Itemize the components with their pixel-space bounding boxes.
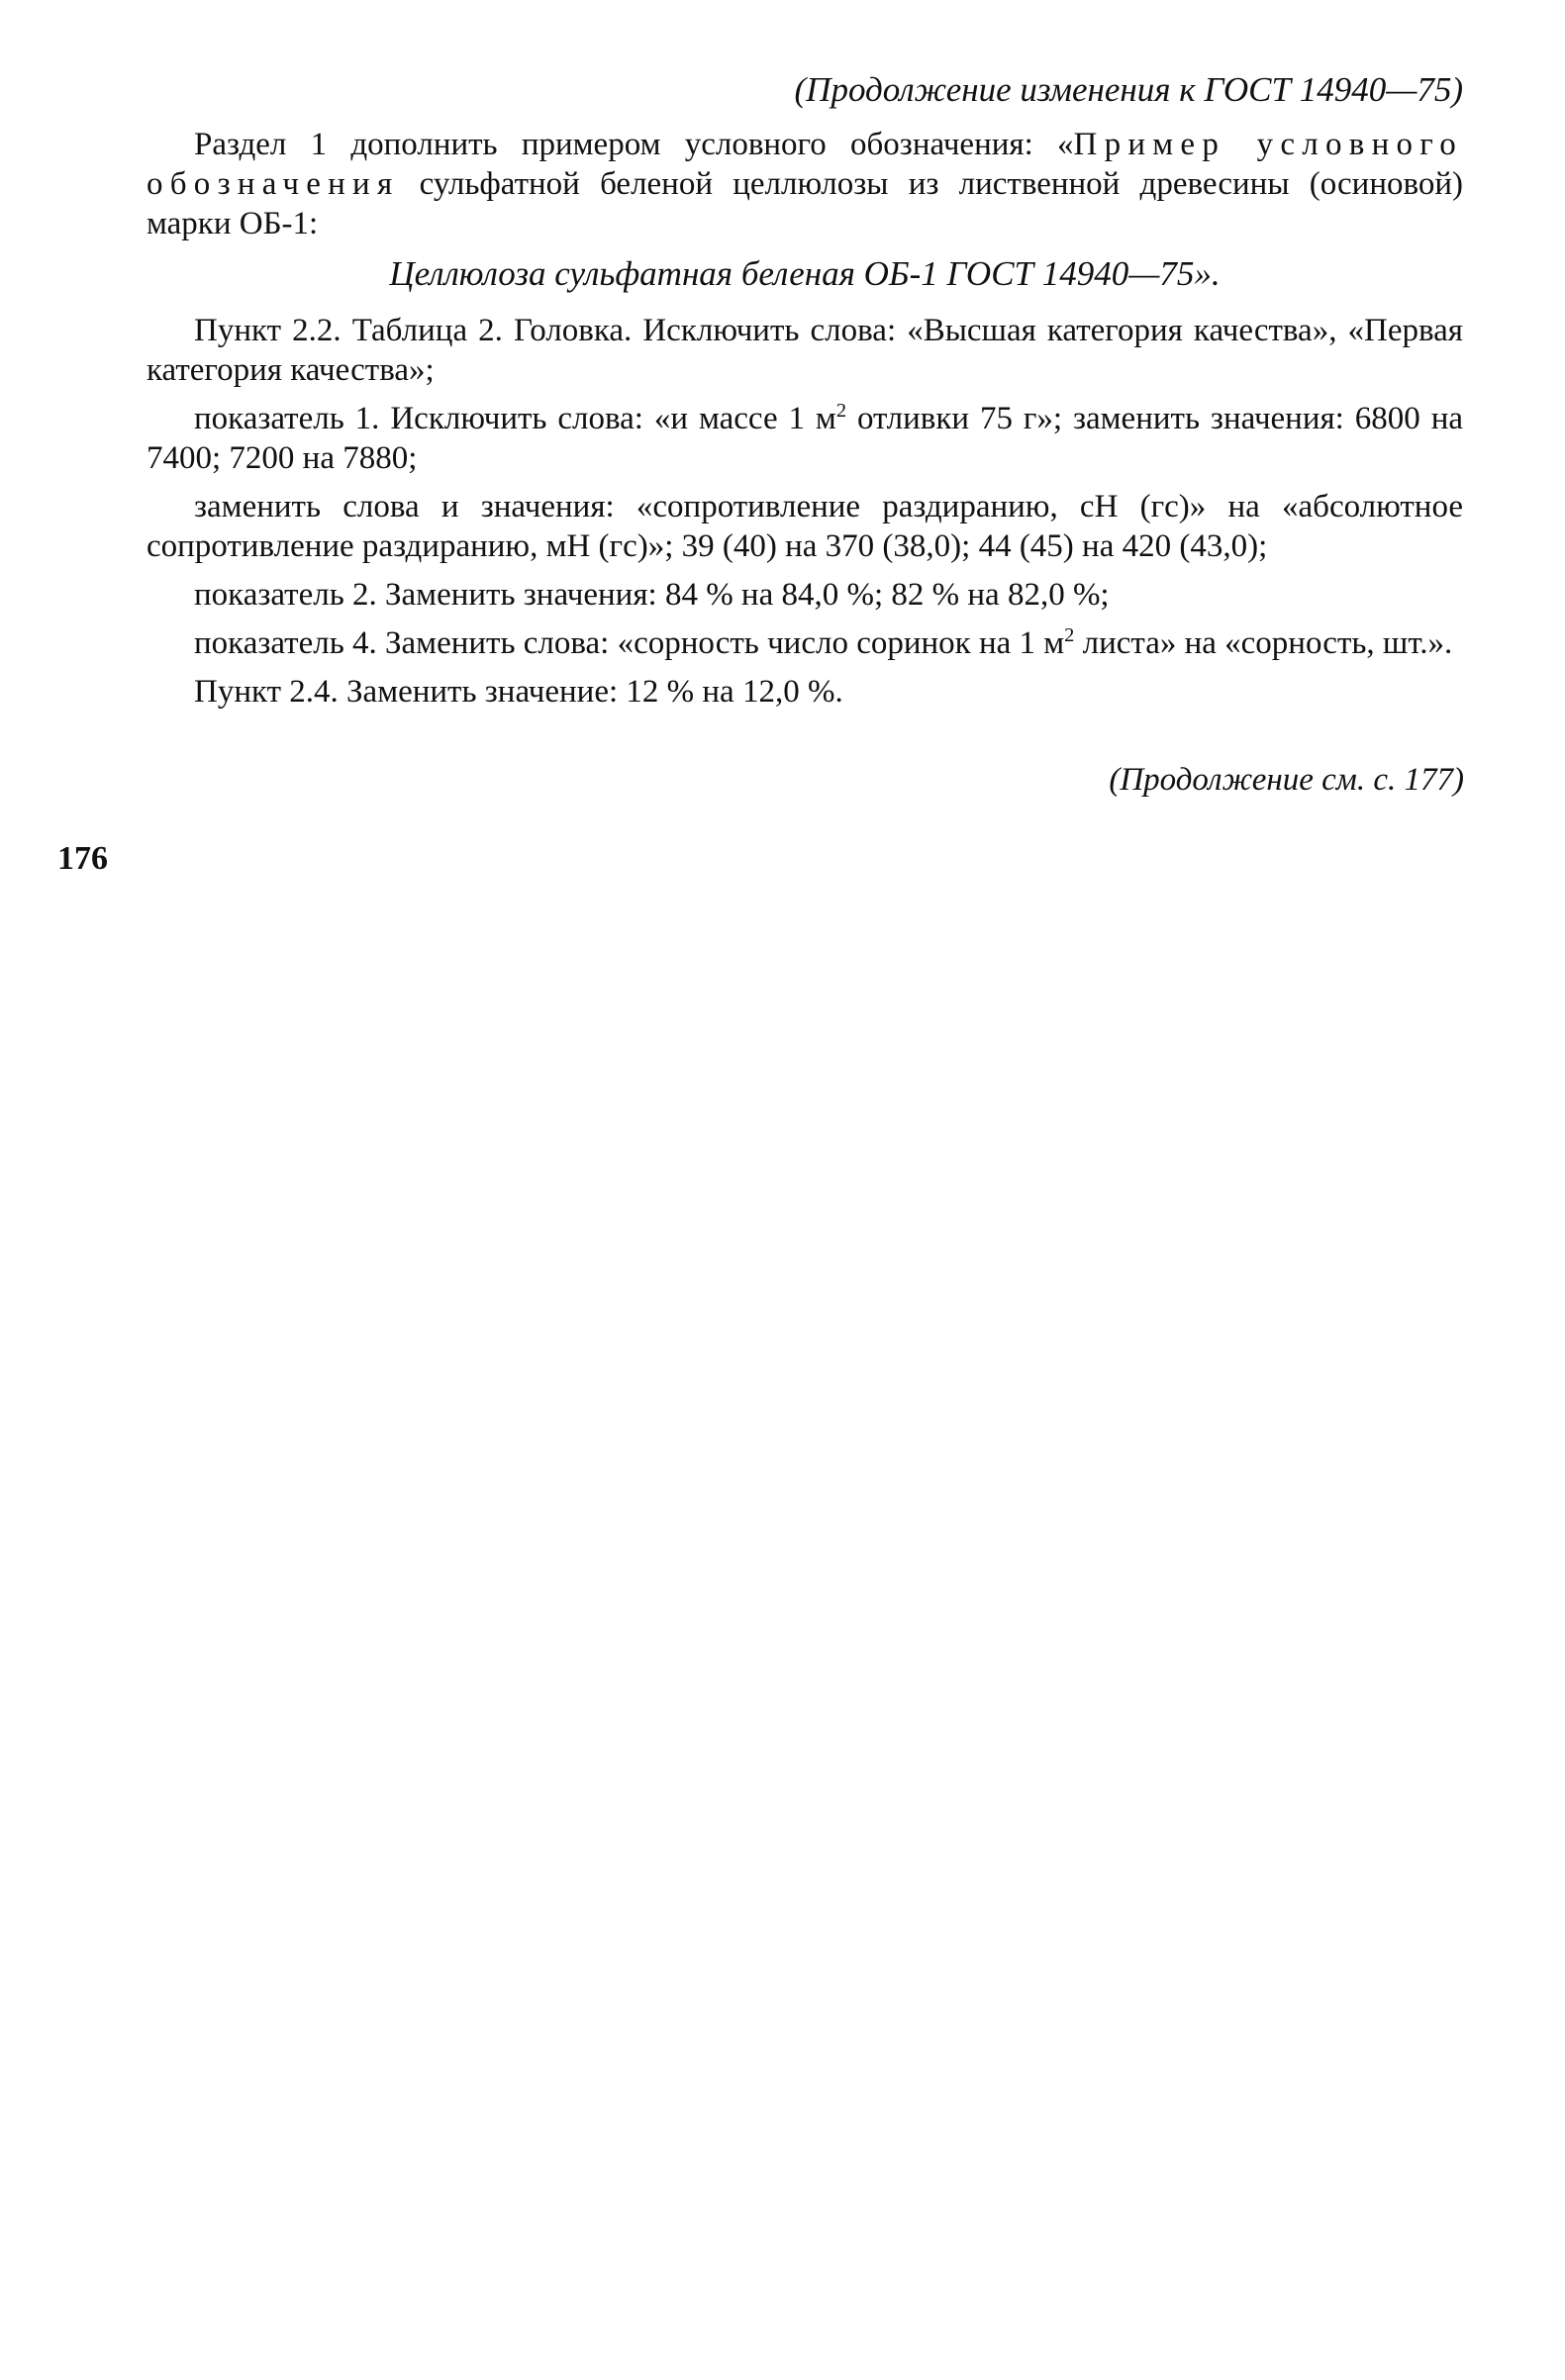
- page-number: 176: [57, 840, 108, 877]
- paragraph-point-2-4: Пункт 2.4. Заменить значение: 12 % на 12,0 %.: [194, 674, 843, 710]
- continuation-header: (Продолжение изменения к ГОСТ 14940—75): [794, 70, 1463, 109]
- paragraph-section-1-example: [147, 125, 1463, 243]
- document-body: [147, 125, 1463, 720]
- paragraph-point-2-2: Пункт 2.2. Таблица 2. Головка. Исключить слова: «Высшая категория качества», «Первая категория качества»;: [147, 313, 1463, 388]
- continued-note: (Продолжение см. с. 177): [1109, 762, 1464, 798]
- indicator-4-text-b: листа» на «сорность, шт.».: [1074, 625, 1453, 661]
- superscript: 2: [1064, 624, 1075, 646]
- spaced-emphasis: Пример условного обозначения: [147, 127, 1463, 202]
- paragraph-indicator-2: показатель 2. Заменить значения: 84 % на 84,0 %; 82 % на 82,0 %;: [194, 577, 1110, 613]
- paragraph-suffix: сульфатной беленой целлюлозы из лиственной древесины (осиновой) марки ОБ-1:: [147, 166, 1463, 241]
- designation-example: Целлюлоза сульфатная беленая ОБ-1 ГОСТ 14940—75».: [389, 254, 1221, 293]
- superscript: 2: [835, 400, 847, 422]
- paragraph-indicator-1: [147, 399, 1463, 478]
- paragraph-prefix: Раздел 1 дополнить примером условного обозначения: «: [194, 127, 1074, 162]
- indicator-1-text-a: показатель 1. Исключить слова: «и массе 1 м: [194, 401, 836, 436]
- paragraph-replace-words-values: заменить слова и значения: «сопротивление раздиранию, сН (гс)» на «абсолютное сопротивление раздиранию, мН (гс)»; 39 (40) на 370 (38,0); 44 (45) на 420 (43,0);: [147, 489, 1463, 564]
- indicator-4-text-a: показатель 4. Заменить слова: «сорность число соринок на 1 м: [194, 625, 1065, 661]
- paragraph-indicator-4: [147, 623, 1463, 663]
- indicator-1-text-b: отливки 75 г»; заменить значения: 6800 на 7400; 7200 на 7880;: [147, 401, 1463, 476]
